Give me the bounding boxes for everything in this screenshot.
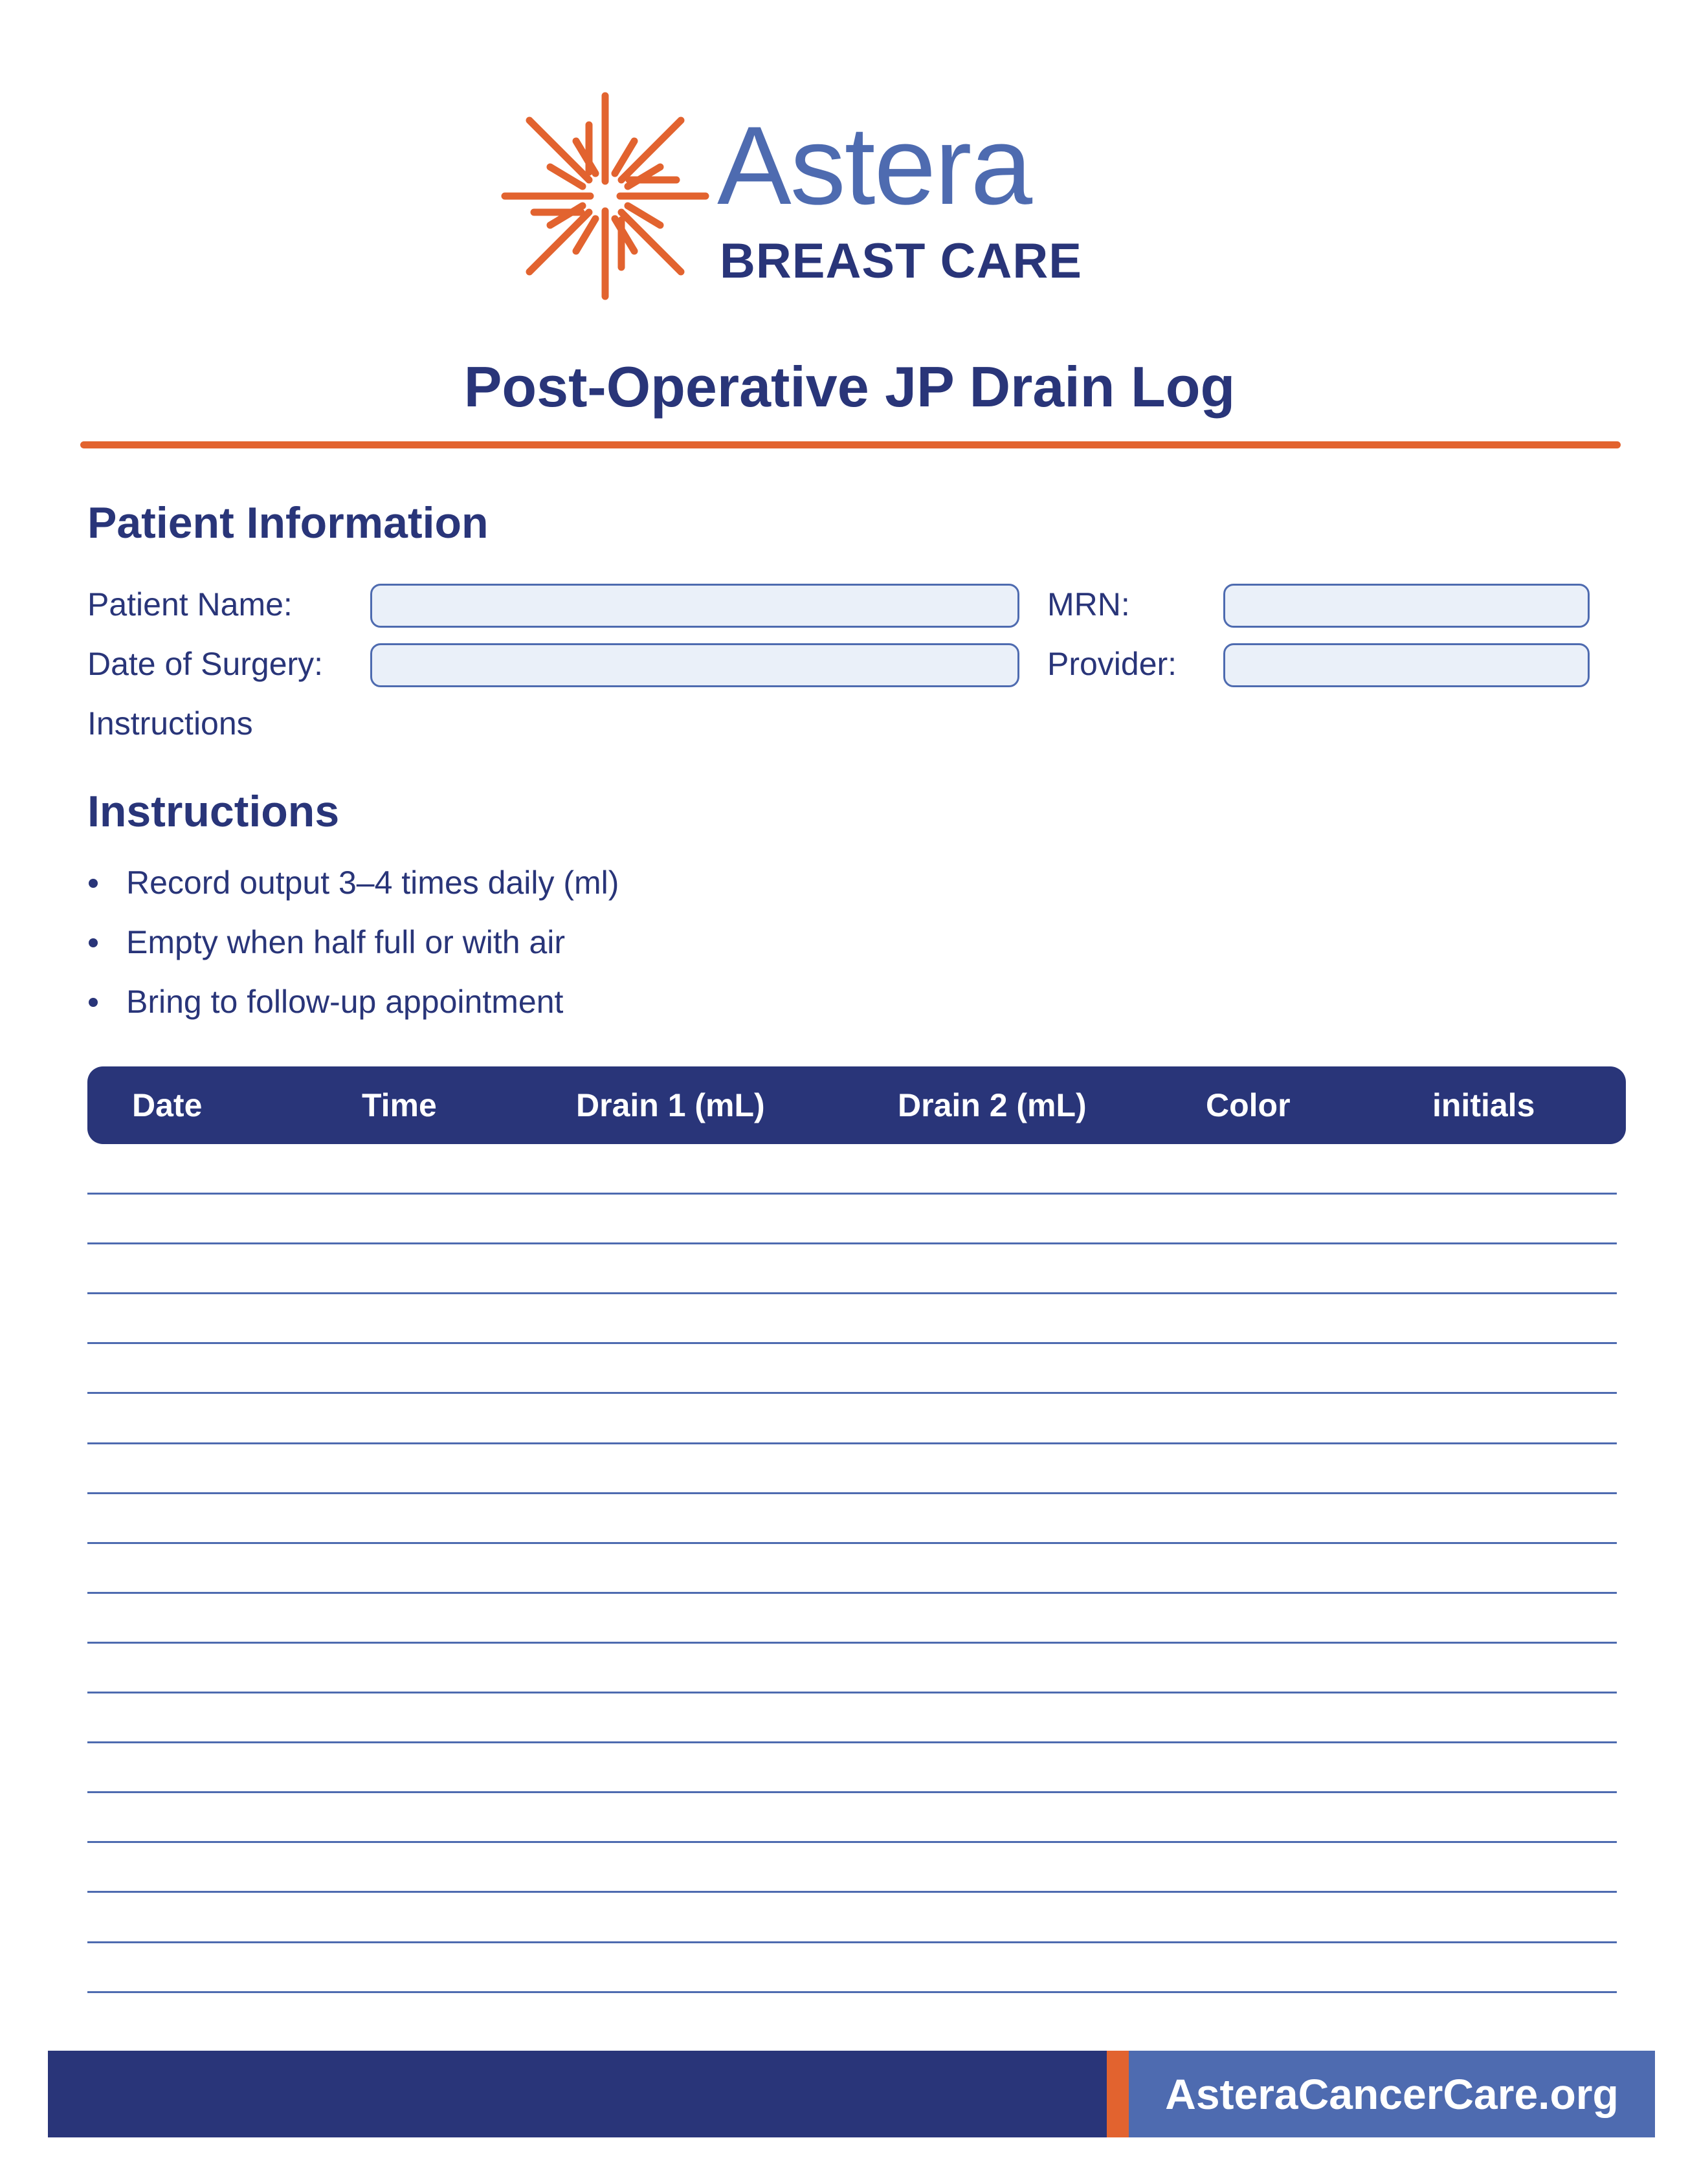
instruction-text: Empty when half full or with air bbox=[126, 924, 566, 960]
table-row[interactable] bbox=[87, 1644, 1617, 1693]
list-item bbox=[87, 982, 994, 1021]
table-row[interactable] bbox=[87, 1943, 1617, 1993]
table-row[interactable] bbox=[87, 1294, 1617, 1344]
table-row[interactable] bbox=[87, 1594, 1617, 1644]
page-title: Post-Operative JP Drain Log bbox=[463, 355, 1236, 419]
surgery-date-label: Date of Surgery: bbox=[87, 646, 324, 682]
table-row[interactable] bbox=[87, 1893, 1617, 1943]
bullet-icon bbox=[89, 998, 98, 1007]
table-row[interactable] bbox=[87, 1195, 1617, 1244]
table-row[interactable] bbox=[87, 1444, 1617, 1494]
table-row[interactable] bbox=[87, 1344, 1617, 1394]
instruction-text: Bring to follow-up appointment bbox=[126, 984, 564, 1020]
column-header-time: Time bbox=[362, 1087, 437, 1123]
provider-field[interactable] bbox=[1223, 643, 1590, 687]
table-row[interactable] bbox=[87, 1793, 1617, 1843]
bullet-icon bbox=[89, 879, 98, 888]
starburst-icon bbox=[498, 89, 712, 303]
footer-band bbox=[48, 2051, 1107, 2137]
list-item bbox=[87, 923, 994, 962]
column-header-color: Color bbox=[1206, 1087, 1291, 1123]
column-header-date: Date bbox=[132, 1087, 203, 1123]
brand-subtitle: BREAST CARE bbox=[720, 234, 1082, 289]
patient-name-label: Patient Name: bbox=[87, 586, 293, 623]
column-header-drain-2: Drain 2 (mL) bbox=[898, 1087, 1087, 1123]
log-table-header bbox=[87, 1066, 1626, 1144]
patient-name-field[interactable] bbox=[370, 584, 1019, 628]
footer-url-link[interactable]: AsteraCancerCare.org bbox=[1165, 2070, 1619, 2118]
table-row[interactable] bbox=[87, 1494, 1617, 1544]
column-header-initials: initials bbox=[1432, 1087, 1535, 1123]
provider-label: Provider: bbox=[1047, 646, 1177, 682]
instructions-heading: Instructions bbox=[87, 787, 340, 836]
table-row[interactable] bbox=[87, 1743, 1617, 1793]
mrn-field[interactable] bbox=[1223, 584, 1590, 628]
table-row[interactable] bbox=[87, 1693, 1617, 1743]
footer-accent bbox=[1107, 2051, 1129, 2137]
surgery-date-field[interactable] bbox=[370, 643, 1019, 687]
table-row[interactable] bbox=[87, 1544, 1617, 1594]
table-row[interactable] bbox=[87, 1395, 1617, 1444]
bullet-icon bbox=[89, 938, 98, 947]
table-row[interactable] bbox=[87, 1843, 1617, 1893]
list-item bbox=[87, 863, 994, 902]
brand-name: Astera bbox=[717, 104, 1032, 228]
table-row[interactable] bbox=[87, 1244, 1617, 1294]
column-header-drain-1: Drain 1 (mL) bbox=[576, 1087, 765, 1123]
title-divider bbox=[80, 441, 1621, 448]
instructions-label: Instructions bbox=[87, 705, 253, 742]
mrn-label: MRN: bbox=[1047, 586, 1130, 623]
instruction-text: Record output 3–4 times daily (ml) bbox=[126, 865, 619, 901]
patient-info-heading: Patient Information bbox=[87, 498, 489, 547]
table-row[interactable] bbox=[87, 1145, 1617, 1195]
